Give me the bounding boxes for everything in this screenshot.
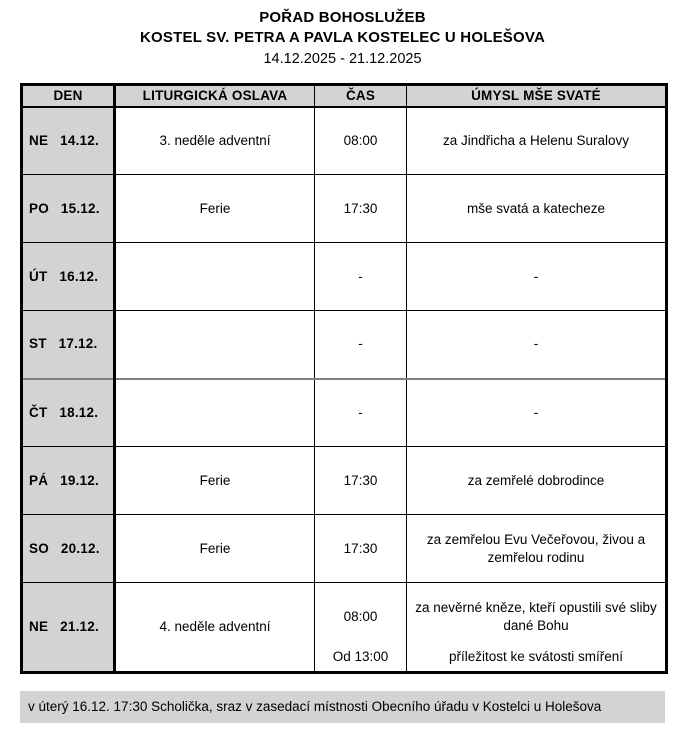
column-header-umysl: ÚMYSL MŠE SVATÉ <box>407 85 667 107</box>
day-date: 18.12. <box>59 404 99 420</box>
day-label: ČT <box>29 404 48 420</box>
column-header-cas: ČAS <box>315 85 407 107</box>
day-date: 15.12. <box>60 200 100 216</box>
time-cell <box>315 583 407 673</box>
page-header <box>0 0 685 70</box>
intention-entry-afternoon: příležitost ke svátosti smíření <box>448 649 624 664</box>
day-cell <box>22 243 115 311</box>
day-label: SO <box>29 540 49 556</box>
day-label: NE <box>29 619 49 634</box>
table-row <box>22 175 667 243</box>
day-cell <box>22 107 115 175</box>
intention-cell: za zemřelé dobrodince <box>407 447 667 515</box>
time-cell: 08:00 <box>315 107 407 175</box>
time-cell: - <box>315 243 407 311</box>
day-date: 14.12. <box>60 132 99 148</box>
day-cell <box>22 379 115 447</box>
time-cell: 17:30 <box>315 515 407 583</box>
day-date: 21.12. <box>60 619 99 634</box>
day-date: 16.12. <box>59 268 99 284</box>
intention-cell: mše svatá a katecheze <box>407 175 667 243</box>
intention-cell <box>407 583 667 673</box>
time-cell: - <box>315 379 407 447</box>
column-header-liturgicka-oslava: LITURGICKÁ OSLAVA <box>115 85 315 107</box>
time-entry-morning: 08:00 <box>343 608 378 624</box>
day-cell <box>22 311 115 379</box>
day-label: ST <box>29 336 47 352</box>
celebration-cell: Ferie <box>115 175 315 243</box>
day-cell <box>22 447 115 515</box>
intention-cell: - <box>407 311 667 379</box>
celebration-cell <box>115 311 315 379</box>
table-row <box>22 447 667 515</box>
day-date: 17.12. <box>58 336 98 352</box>
church-title: KOSTEL SV. PETRA A PAVLA KOSTELEC U HOLEŠOVA <box>140 29 545 46</box>
column-header-den: DEN <box>22 85 115 107</box>
time-cell: 17:30 <box>315 447 407 515</box>
table-row <box>22 583 667 673</box>
table-row <box>22 311 667 379</box>
table-row <box>22 379 667 447</box>
day-date: 20.12. <box>60 540 100 556</box>
celebration-cell <box>115 379 315 447</box>
table-row <box>22 107 667 175</box>
day-cell <box>22 515 115 583</box>
day-cell <box>22 583 115 673</box>
date-range: 14.12.2025 - 21.12.2025 <box>263 51 422 67</box>
celebration-cell <box>115 243 315 311</box>
celebration-cell: 4. neděle adventní <box>115 583 315 673</box>
day-label: NE <box>29 132 49 148</box>
table-row <box>22 243 667 311</box>
header-row <box>22 85 667 107</box>
time-cell: - <box>315 311 407 379</box>
time-cell: 17:30 <box>315 175 407 243</box>
day-label: ÚT <box>29 268 48 284</box>
day-label: PO <box>29 200 49 216</box>
schedule-table <box>20 83 668 674</box>
day-cell <box>22 175 115 243</box>
celebration-cell: Ferie <box>115 515 315 583</box>
intention-cell: - <box>407 243 667 311</box>
footer-note: v úterý 16.12. 17:30 Scholička, sraz v zasedací místnosti Obecního úřadu v Kostelci u Holešova <box>20 691 665 723</box>
time-entry-afternoon: Od 13:00 <box>332 649 389 664</box>
intention-cell: - <box>407 379 667 447</box>
celebration-cell: 3. neděle adventní <box>115 107 315 175</box>
celebration-cell: Ferie <box>115 447 315 515</box>
day-label: PÁ <box>29 472 49 488</box>
table-row <box>22 515 667 583</box>
intention-cell: za Jindřicha a Helenu Suralovy <box>407 107 667 175</box>
day-date: 19.12. <box>60 472 99 488</box>
intention-cell: za zemřelou Evu Večeřovou, živou a zemřelou rodinu <box>407 515 667 583</box>
intention-entry-morning: za nevěrné kněze, kteří opustili své sliby dané Bohu <box>415 599 657 633</box>
page-title: POŘAD BOHOSLUŽEB <box>259 9 426 26</box>
